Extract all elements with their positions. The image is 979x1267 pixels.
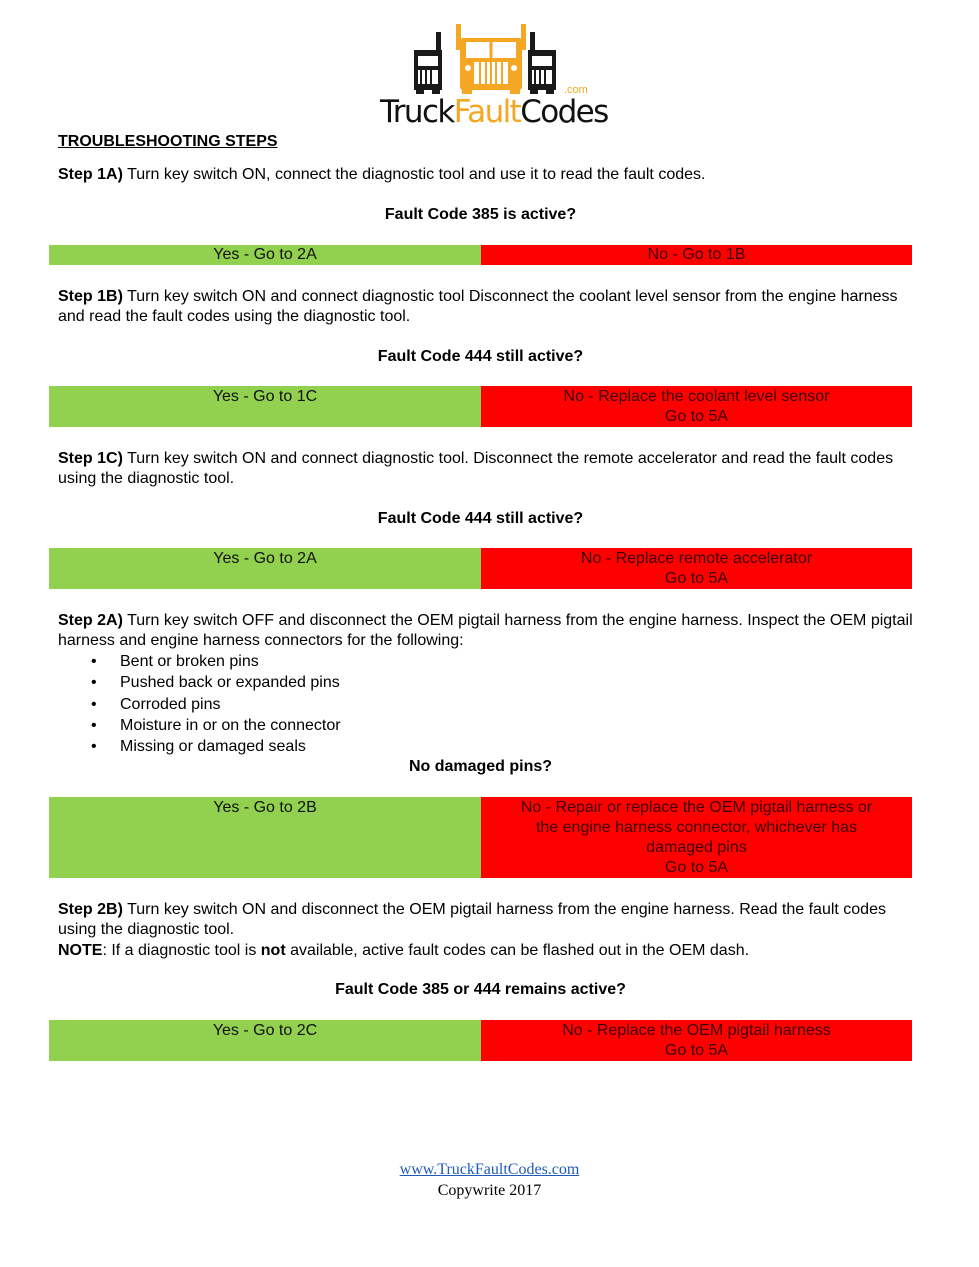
- bullet-icon: •: [91, 674, 97, 692]
- bullet-icon: •: [91, 695, 97, 713]
- footer-link-wrap: [0, 1161, 979, 1179]
- no-cell: [481, 797, 912, 878]
- logo-word-truck: Truck: [380, 94, 454, 130]
- list-item-text: Moisture in or on the connector: [120, 716, 341, 734]
- no-cell: [481, 548, 912, 589]
- section-heading: TROUBLESHOOTING STEPS: [58, 133, 278, 150]
- note-label: NOTE: [58, 942, 103, 959]
- decision-row-2: [49, 386, 912, 427]
- note-text-1: : If a diagnostic tool is: [102, 942, 261, 959]
- bullet-icon: •: [91, 716, 97, 734]
- no-cell-line: Go to 5A: [664, 1042, 729, 1059]
- inspection-list: [88, 651, 341, 757]
- yes-cell: Yes - Go to 2B: [49, 797, 481, 878]
- list-item: [88, 672, 341, 693]
- question-2: Fault Code 444 still active?: [377, 348, 584, 365]
- yes-cell: Yes - Go to 2C: [49, 1020, 481, 1061]
- decision-row-4: [49, 797, 912, 878]
- step-text: Turn key switch OFF and disconnect the OEM pigtail harness from the engine harness. Inspect the OEM pigtail harness and engine harness connectors for the following:: [58, 612, 913, 649]
- step-label: Step 1B): [58, 288, 123, 305]
- logo-word-fault: Fault: [453, 94, 521, 130]
- step-label: Step 2A): [58, 612, 123, 629]
- no-cell-line: the engine harness connector, whichever has: [535, 819, 858, 836]
- logo-wordmark: [380, 92, 608, 132]
- no-cell-line: Go to 5A: [664, 859, 729, 876]
- list-item: [88, 736, 341, 757]
- decision-row-1: [49, 245, 912, 265]
- decision-row-3: [49, 548, 912, 589]
- step-2b: [58, 900, 918, 940]
- list-item: [88, 651, 341, 672]
- step-1b: [58, 287, 918, 327]
- yes-cell: Yes - Go to 2A: [49, 245, 481, 265]
- bullet-icon: •: [91, 653, 97, 670]
- list-item-text: Bent or broken pins: [120, 653, 259, 670]
- bullet-icon: •: [91, 738, 97, 756]
- step-1c: [58, 449, 918, 489]
- logo-com: .com: [564, 84, 588, 96]
- list-item: [88, 694, 341, 715]
- no-cell-line: No - Repair or replace the OEM pigtail harness or: [520, 799, 873, 816]
- step-1a: [58, 165, 918, 185]
- no-cell: No - Go to 1B: [481, 245, 912, 265]
- footer-copyright: Copywrite 2017: [437, 1182, 542, 1199]
- question-4: No damaged pins?: [408, 758, 553, 775]
- step-label: Step 2B): [58, 901, 123, 918]
- step-text: Turn key switch ON and disconnect the OEM pigtail harness from the engine harness. Read the fault codes using the diagnostic tool.: [58, 901, 886, 938]
- decision-row-5: [49, 1020, 912, 1061]
- list-item: [88, 715, 341, 736]
- no-cell-line: damaged pins: [646, 839, 747, 856]
- step-text: Turn key switch ON, connect the diagnostic tool and use it to read the fault codes.: [122, 166, 706, 183]
- list-item-text: Pushed back or expanded pins: [120, 674, 340, 692]
- step-text: Turn key switch ON and connect diagnostic tool Disconnect the coolant level sensor from the engine harness and read the fault codes using the diagnostic tool.: [58, 288, 898, 325]
- step-label: Step 1A): [58, 166, 123, 183]
- no-cell-line: No - Replace the OEM pigtail harness: [562, 1022, 831, 1039]
- no-cell-line: No - Replace remote accelerator: [580, 550, 813, 567]
- list-item-text: Corroded pins: [120, 695, 221, 713]
- no-cell-line: Go to 5A: [664, 408, 729, 425]
- site-logo: [380, 20, 608, 130]
- question-1: Fault Code 385 is active?: [384, 206, 577, 223]
- step-2a: [58, 611, 918, 651]
- no-cell: [481, 386, 912, 427]
- truck-front-icon: [380, 20, 602, 94]
- list-item-text: Missing or damaged seals: [120, 738, 306, 756]
- no-cell-line: Go to 5A: [664, 570, 729, 587]
- note-bold: not: [260, 942, 286, 959]
- step-label: Step 1C): [58, 450, 123, 467]
- yes-cell: Yes - Go to 1C: [49, 386, 481, 427]
- no-cell-line: No - Replace the coolant level sensor: [563, 388, 830, 405]
- step-text: Turn key switch ON and connect diagnostic tool. Disconnect the remote accelerator and read the fault codes using the diagnostic tool.: [58, 450, 894, 487]
- logo-word-codes: Codes: [520, 94, 608, 130]
- footer-link[interactable]: www.TruckFaultCodes.com: [399, 1161, 580, 1178]
- question-3: Fault Code 444 still active?: [377, 510, 584, 527]
- note: [58, 941, 918, 961]
- question-5: Fault Code 385 or 444 remains active?: [335, 981, 626, 998]
- yes-cell: Yes - Go to 2A: [49, 548, 481, 589]
- note-text-2: available, active fault codes can be flashed out in the OEM dash.: [285, 942, 750, 959]
- no-cell: [481, 1020, 912, 1061]
